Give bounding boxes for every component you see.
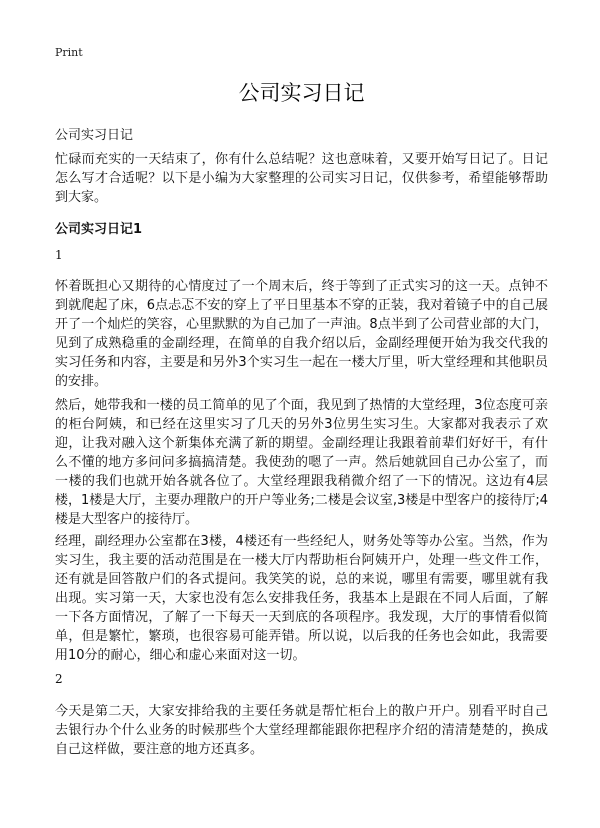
print-link[interactable]: Print xyxy=(55,46,83,59)
part-number-2: 2 xyxy=(55,672,63,686)
part-number-1: 1 xyxy=(55,248,63,262)
body-paragraph-1: 怀着既担心又期待的心情度过了一个周末后，终于等到了正式实习的这一天。点钟不到就爬起了床，6点忐忑不安的穿上了平日里基本不穿的正装，我对着镜子中的自己展开了一个灿烂的笑容，心里默默的为自己加了一声油。8点半到了公司营业部的大门，见到了成熟稳重的金副经理，在简单的自我介绍以后，金副经理便开始为我交代我的实习任务和内容，主要是和另外3个实习生一起在一楼大厅里，听大堂经理和其他职员的安排。 xyxy=(55,279,548,389)
body-paragraph-3: 经理，副经理办公室都在3楼，4楼还有一些经纪人，财务处等等办公室。当然，作为实习生，我主要的活动范围是在一楼大厅内帮助柜台阿姨开户，处理一些文件工作，还有就是回答散户们的各式提问。我笑笑的说，总的来说，哪里有需要，哪里就有我出现。实习第一天，大家也没有怎么安排我任务，我基本上是跟在不同人后面，了解一下各方面情况，了解了一下每天一天到底的各项程序。我发现，大厅的事情看似简单，但是繁忙，繁琐，也很容易可能弄错。所以说，以后我的任务也会如此，我需要用10分的耐心，细心和虚心来面对这一切。 xyxy=(55,534,548,663)
body-paragraph-4: 今天是第二天，大家安排给我的主要任务就是帮忙柜台上的散户开户。别看平时自己去银行办个什么业务的时候那些个大堂经理都能跟你把程序介绍的清清楚楚的，换成自己这样做，要注意的地方还真多。 xyxy=(55,704,548,757)
article-subtitle: 公司实习日记 xyxy=(55,128,134,143)
page-title: 公司实习日记 xyxy=(238,81,365,105)
intro-paragraph: 忙碌而充实的一天结束了，你有什么总结呢？这也意味着，又要开始写日记了。日记怎么写才合适呢？以下是小编为大家整理的公司实习日记，仅供参考，希望能够帮助到大家。 xyxy=(55,152,548,205)
body-paragraph-2: 然后，她带我和一楼的员工简单的见了个面，我见到了热情的大堂经理，3位态度可亲的柜台阿姨，和已经在这里实习了几天的另外3位男生实习生。大家都对我表示了欢迎，让我对融入这个新集体充满了新的期望。金副经理让我跟着前辈们好好干，有什么不懂的地方多问问多搞搞清楚。我使劲的嗯了一声。然后她就回自己办公室了，而一楼的我们也就开始各就各位了。大堂经理跟我稍微介绍了一下的情况。这边有4层楼，1楼是大厅，主要办理散户的开户等业务;二楼是会议室,3楼是中型客户的接待厅;4楼是大型客户的接待厅。 xyxy=(55,398,548,527)
section-heading: 公司实习日记1 xyxy=(55,222,143,237)
